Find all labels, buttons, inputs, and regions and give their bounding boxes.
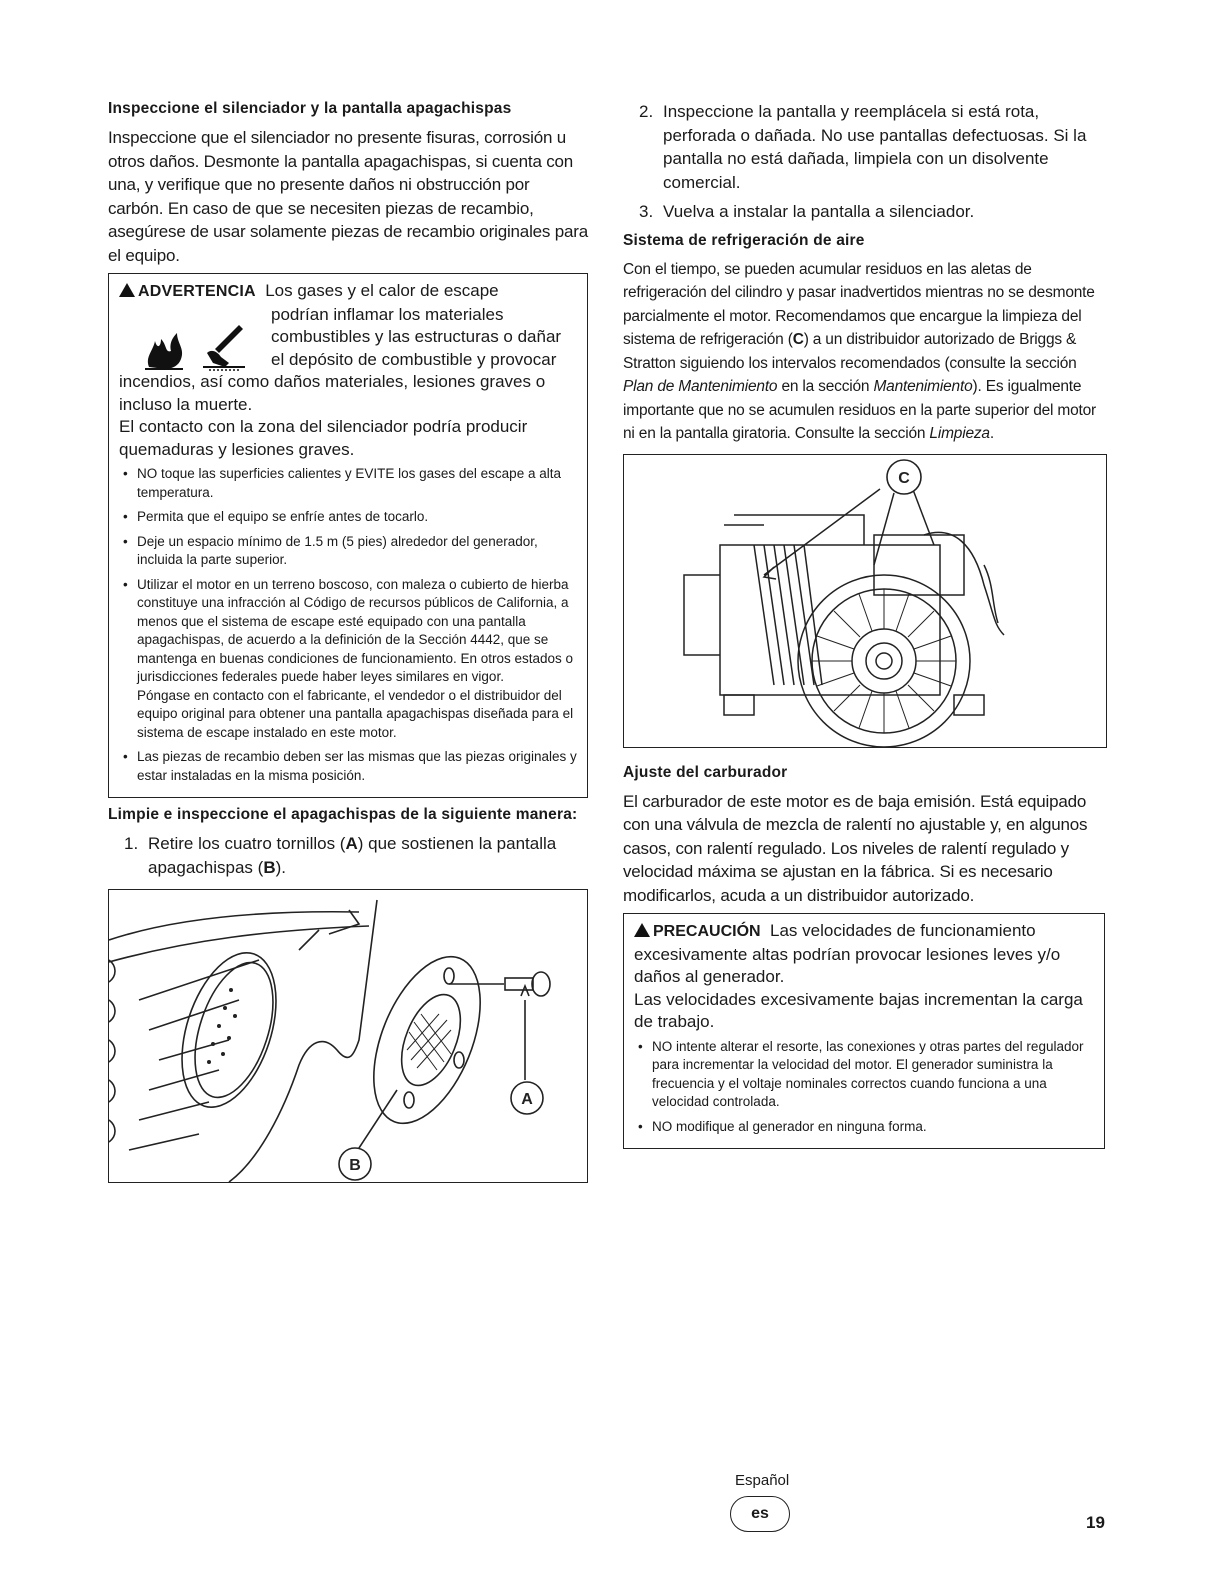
caution-box	[623, 913, 1105, 1149]
step-3-text: Vuelva a instalar la pantalla a silenciador.	[663, 202, 975, 221]
step-1-ref-b: B	[263, 857, 276, 877]
callout-c-label: C	[898, 469, 910, 487]
caution-bullets	[634, 1038, 1096, 1137]
spark-arrester-illustration	[109, 890, 587, 1182]
step-number: 2.	[639, 102, 654, 121]
step-1-text-mid: ) que sostienen la pantalla apagachispas (	[148, 834, 557, 877]
right-column	[623, 100, 1105, 1155]
air-cooling-ref-c: C	[792, 331, 804, 348]
caution-triangle-icon	[634, 923, 650, 937]
warning-triangle-icon	[119, 283, 135, 297]
air-cooling-text-2: ) a un distribuidor autorizado de Briggs & Stratton siguiendo los intervalos recomendados (consulte la sección	[623, 331, 1077, 372]
warning-header	[119, 280, 579, 304]
step-2	[623, 100, 1105, 194]
paragraph-muffler: Inspeccione que el silenciador no presente fisuras, corrosión u otros daños. Desmonte la pantalla apagachispas, si cuenta con una, y verifique que no presente daños ni obstrucción por carbón. En caso de que se necesiten piezas de recambio, asegúrese de usar solamente piezas de recambio originales para el equipo.	[108, 128, 588, 265]
paragraph-air-cooling	[623, 258, 1105, 446]
step-number: 1.	[124, 834, 139, 853]
step-number: 3.	[639, 202, 654, 221]
step-1	[108, 832, 588, 879]
air-cooling-text: Con el tiempo, se pueden acumular residuos en las aletas de refrigeración del cilindro y pasar inadvertidos mientras no se desmonte parcialmente el motor. Recomendamos que encargue la limpieza del sistema de refrigeración (	[623, 260, 1095, 348]
heading-muffler: Inspeccione el silenciador y la pantalla apagachispas	[108, 100, 512, 117]
warning-side-text	[271, 304, 561, 372]
air-cooling-text-end: .	[989, 425, 994, 442]
steps-list-left	[108, 832, 588, 879]
callout-a-label: A	[521, 1091, 533, 1108]
step-1-ref-a: A	[345, 834, 358, 853]
caution-bullet: • NO intente alterar el resorte, las conexiones y otras partes del regulador para incrementar la velocidad del motor. El generador suministra la frecuencia y el voltaje nominales correctos cuando funciona a una velocidad controlada.	[634, 1038, 1096, 1112]
warning-side-line: el depósito de combustible y provocar	[271, 349, 557, 369]
warning-bullet: • Permita que el equipo se enfríe antes de tocarlo.	[119, 508, 579, 527]
warning-keyword: ADVERTENCIA	[138, 283, 256, 300]
heading-clean-screen: Limpie e inspeccione el apagachispas de la siguiente manera:	[108, 806, 578, 823]
hazard-icons	[119, 304, 271, 372]
ref-maintenance-plan: Plan de Mantenimiento	[623, 378, 778, 395]
warning-bullet: • Deje un espacio mínimo de 1.5 m (5 pies) alrededor del generador, incluida la parte superior.	[119, 533, 579, 570]
warning-bullets	[119, 465, 579, 785]
spark-arrester-figure	[108, 889, 588, 1183]
warning-continuation: incendios, así como daños materiales, lesiones graves o incluso la muerte.	[119, 372, 546, 414]
engine-illustration	[624, 455, 1106, 747]
air-cooling-text-3: en la sección	[777, 378, 874, 395]
caution-line2: Las velocidades excesivamente bajas incrementan la carga de trabajo.	[634, 989, 1083, 1031]
caution-header	[634, 920, 1096, 989]
warning-side-line: combustibles y las estructuras o dañar	[271, 327, 562, 346]
heading-carburetor: Ajuste del carburador	[623, 763, 788, 781]
footer-language: Español	[735, 1472, 790, 1489]
air-cooling-text-4: ). Es igualmente importante que no se acumulen residuos en la parte superior del motor ni en la pantalla giratoria. Consulte la sección	[623, 378, 1097, 442]
language-badge: es	[730, 1496, 790, 1532]
fire-icon	[143, 323, 185, 371]
warning-line2: El contacto con la zona del silenciador podría producir quemaduras y lesiones graves.	[119, 417, 528, 459]
heading-air-cooling: Sistema de refrigeración de aire	[623, 231, 865, 249]
step-2-text: Inspeccione la pantalla y reemplácela si está rota, perforada o dañada. No use pantallas defectuosas. Si la pantalla no está dañada, limpiela con un disolvente comercial.	[663, 102, 1087, 192]
step-3	[623, 200, 1105, 224]
caution-bullet: • NO modifique al generador en ninguna forma.	[634, 1118, 1096, 1137]
ref-cleaning: Limpieza	[929, 425, 990, 442]
warning-bullet: • NO toque las superficies calientes y EVITE los gases del escape a alta temperatura.	[119, 465, 579, 502]
caution-lead: Las velocidades de funcionamiento excesivamente altas podrían provocar lesiones leves y/o daños al generador.	[634, 921, 1061, 986]
cooling-system-figure	[623, 454, 1107, 748]
warning-lead: Los gases y el calor de escape	[265, 281, 499, 300]
hot-surface-icon	[199, 323, 249, 371]
page-number: 19	[1086, 1513, 1105, 1532]
warning-side-line: podrían inflamar los materiales	[271, 304, 504, 324]
warning-bullet-extra: Póngase en contacto con el fabricante, el vendedor o el distribuidor del equipo original para obtener una pantalla apagachispas diseñada para el sistema de escape instalado en este motor.	[137, 687, 574, 740]
step-1-text: Retire los cuatro tornillos (	[148, 834, 346, 853]
callout-b-label: B	[349, 1157, 361, 1174]
warning-bullet-text: Utilizar el motor en un terreno boscoso, con maleza o cubierto de hierba constituye una infracción al Código de recursos públicos de California, a menos que el sistema de escape esté equipado con una pantalla apagachispas, de acuerdo a la definición de la Sección 4442, que se mantenga en buenas condiciones de funcionamiento. En otros estados o jurisdicciones federales puede haber leyes similares en vigor.	[137, 576, 574, 684]
warning-bullet: • Las piezas de recambio deben ser las mismas que las piezas originales y estar instaladas en la misma posición.	[119, 748, 579, 785]
paragraph-carburetor: El carburador de este motor es de baja emisión. Está equipado con una válvula de mezcla de ralentí no ajustable y, en algunos casos, con ralentí regulado. Los niveles de ralentí regulado y velocidad máxima se ajustan en la fábrica. Si es necesario modificarlos, acuda a un distribuidor autorizado.	[623, 791, 1088, 905]
steps-list-right	[623, 100, 1105, 224]
warning-box	[108, 273, 588, 798]
left-column	[108, 98, 588, 1183]
caution-keyword: PRECAUCIÓN	[653, 923, 761, 940]
ref-maintenance: Mantenimiento	[873, 378, 973, 395]
warning-icon-row	[119, 304, 579, 372]
warning-bullet	[119, 576, 579, 743]
step-1-text-end: ).	[275, 857, 286, 877]
